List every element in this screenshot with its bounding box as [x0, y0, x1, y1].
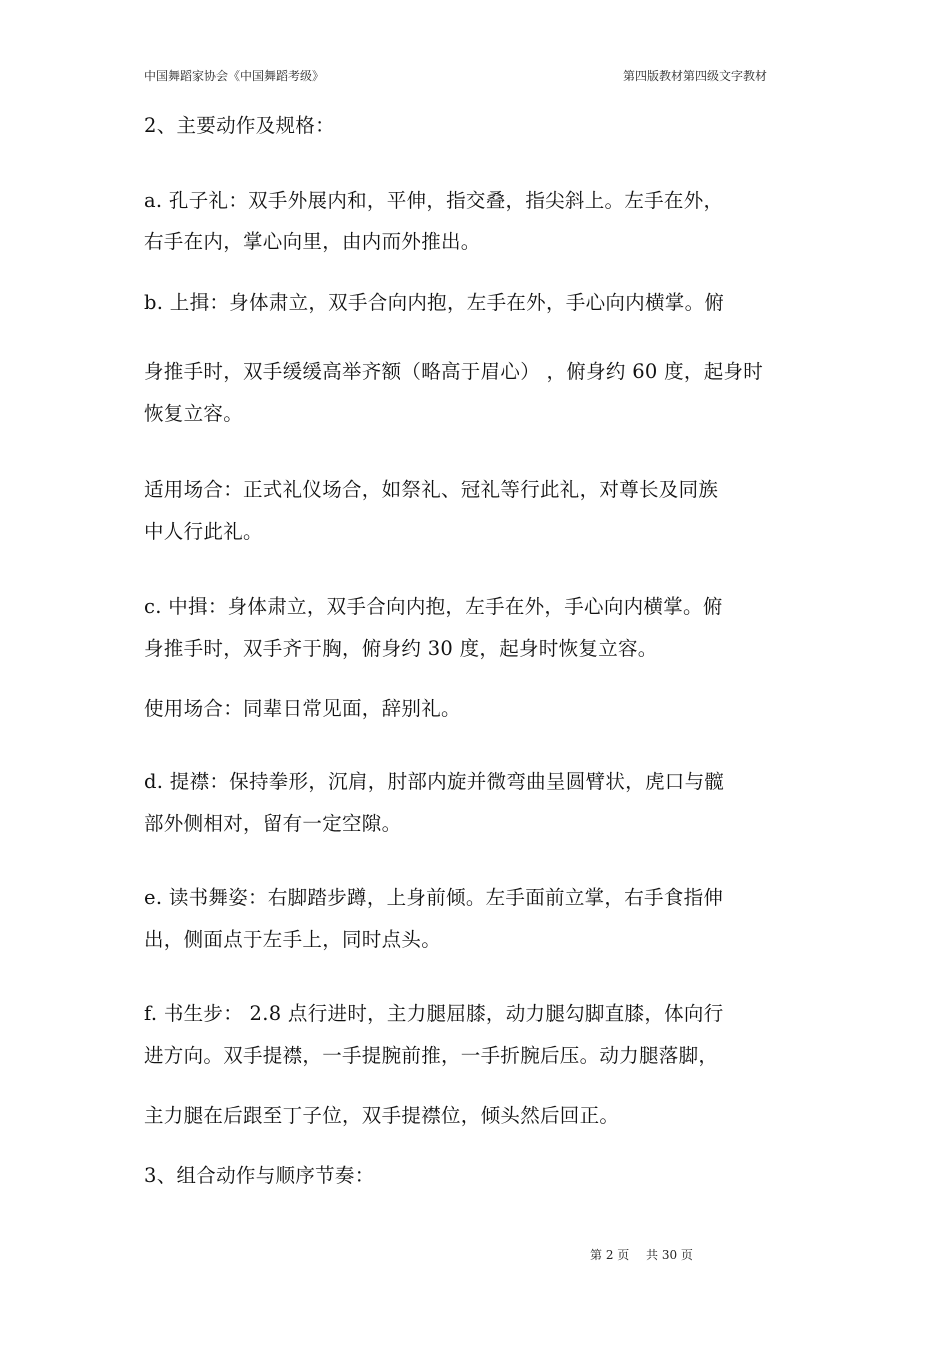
paragraph-line: b. 上揖：身体肃立，双手合向内抱，左手在外，手心向内横掌。俯	[144, 291, 725, 314]
header-left: 中国舞蹈家协会《中国舞蹈考级》	[144, 69, 325, 83]
paragraph-line: 右手在内，掌心向里，由内而外推出。	[144, 230, 481, 253]
section-heading: 2、主要动作及规格：	[144, 114, 335, 137]
page-number: 第 2 页	[590, 1248, 630, 1262]
paragraph-line: 出，侧面点于左手上，同时点头。	[144, 928, 442, 951]
paragraph-line: 进方向。双手提襟，一手提腕前推，一手折腕后压。动力腿落脚，	[144, 1044, 719, 1067]
paragraph-line: 身推手时，双手缓缓高举齐额（略高于眉心） ，俯身约 60 度，起身时	[144, 360, 764, 383]
paragraph-line: 使用场合：同辈日常见面，辞别礼。	[144, 697, 461, 720]
header-right: 第四版教材第四级文字教材	[623, 69, 768, 83]
paragraph-line: 身推手时，双手齐于胸，俯身约 30 度，起身时恢复立容。	[144, 637, 658, 660]
paragraph-line: f. 书生步： 2.8 点行进时，主力腿屈膝，动力腿勾脚直膝，体向行	[144, 1002, 724, 1025]
paragraph-line: c. 中揖：身体肃立，双手合向内抱，左手在外，手心向内横掌。俯	[144, 595, 723, 618]
paragraph-line: a. 孔子礼：双手外展内和，平伸，指交叠，指尖斜上。左手在外，	[144, 189, 724, 212]
paragraph-line: 主力腿在后跟至丁子位，双手提襟位，倾头然后回正。	[144, 1104, 620, 1127]
page-total: 共 30 页	[646, 1248, 693, 1262]
paragraph-line: e. 读书舞姿：右脚踏步蹲，上身前倾。左手面前立掌，右手食指伸	[144, 886, 724, 909]
paragraph-line: 适用场合：正式礼仪场合，如祭礼、冠礼等行此礼，对尊长及同族	[144, 478, 719, 501]
paragraph-line: 部外侧相对，留有一定空隙。	[144, 812, 402, 835]
paragraph-line: d. 提襟：保持拳形，沉肩，肘部内旋并微弯曲呈圆臂状，虎口与髋	[144, 770, 725, 793]
paragraph-line: 恢复立容。	[144, 402, 244, 425]
section-heading: 3、组合动作与顺序节奏：	[144, 1164, 375, 1187]
paragraph-line: 中人行此礼。	[144, 520, 263, 543]
